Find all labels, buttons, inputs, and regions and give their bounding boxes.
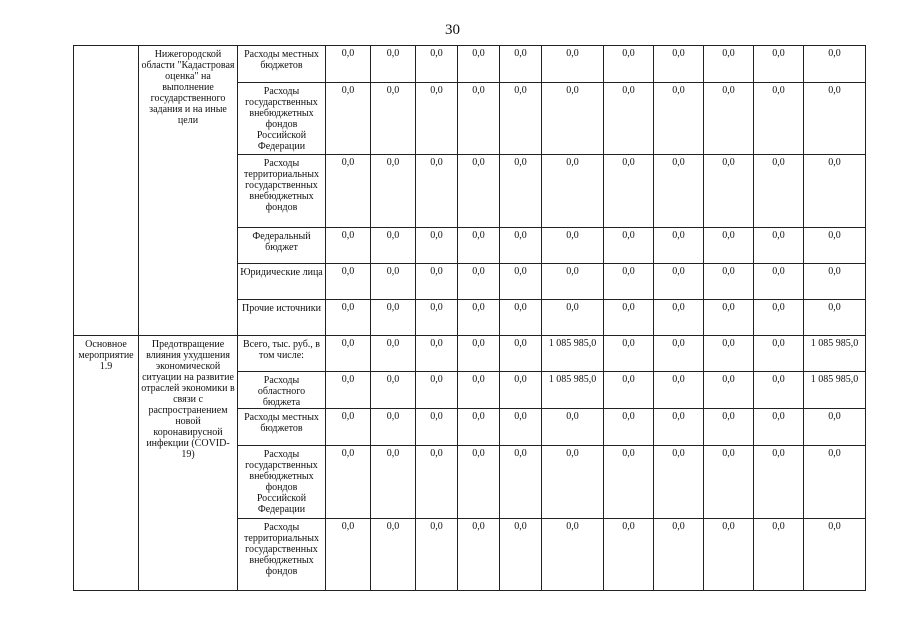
- value-cell: 0,0: [804, 409, 866, 446]
- measure-cell: [74, 46, 139, 336]
- value-cell: 0,0: [704, 372, 754, 409]
- value-cell: 0,0: [371, 519, 416, 591]
- value-cell: 0,0: [458, 83, 500, 155]
- value-cell: 0,0: [542, 83, 604, 155]
- value-cell: 0,0: [416, 46, 458, 83]
- table-row: [74, 336, 866, 372]
- value-cell: 0,0: [604, 446, 654, 519]
- value-cell: 0,0: [754, 228, 804, 264]
- value-cell: 0,0: [326, 155, 371, 228]
- value-cell: 0,0: [500, 519, 542, 591]
- value-cell: 0,0: [704, 336, 754, 372]
- value-cell: 0,0: [326, 300, 371, 336]
- value-cell: 0,0: [416, 446, 458, 519]
- value-cell: 0,0: [458, 46, 500, 83]
- value-cell: 0,0: [371, 300, 416, 336]
- value-cell: 0,0: [458, 155, 500, 228]
- value-cell: 0,0: [754, 519, 804, 591]
- value-cell: 0,0: [326, 446, 371, 519]
- value-cell: 0,0: [371, 336, 416, 372]
- funding-source-cell: Расходы местных бюджетов: [238, 409, 326, 446]
- value-cell: 0,0: [371, 46, 416, 83]
- value-cell: 0,0: [416, 155, 458, 228]
- subject-cell: Нижегородской области "Кадастровая оценка" на выполнение государственного задания и на иные цели: [139, 46, 238, 336]
- value-cell: 0,0: [604, 519, 654, 591]
- value-cell: 0,0: [326, 46, 371, 83]
- value-cell: 0,0: [654, 228, 704, 264]
- value-cell: 0,0: [654, 300, 704, 336]
- value-cell: 0,0: [604, 409, 654, 446]
- value-cell: 0,0: [654, 336, 704, 372]
- value-cell: 0,0: [542, 446, 604, 519]
- funding-source-cell: Прочие источники: [238, 300, 326, 336]
- value-cell: 0,0: [604, 336, 654, 372]
- funding-source-cell: Расходы территориальных государственных внебюджетных фондов: [238, 155, 326, 228]
- value-cell: 0,0: [416, 372, 458, 409]
- value-cell: 0,0: [754, 264, 804, 300]
- value-cell: 0,0: [542, 228, 604, 264]
- funding-source-cell: Расходы территориальных государственных внебюджетных фондов: [238, 519, 326, 591]
- value-cell: 0,0: [754, 155, 804, 228]
- value-cell: 0,0: [804, 519, 866, 591]
- value-cell: 0,0: [371, 446, 416, 519]
- value-cell: 0,0: [654, 372, 704, 409]
- value-cell: 0,0: [704, 228, 754, 264]
- value-cell: 0,0: [654, 46, 704, 83]
- value-cell: 0,0: [371, 409, 416, 446]
- value-cell: 0,0: [804, 446, 866, 519]
- value-cell: 0,0: [458, 264, 500, 300]
- value-cell: 0,0: [754, 83, 804, 155]
- value-cell: 0,0: [500, 228, 542, 264]
- value-cell: 0,0: [604, 300, 654, 336]
- value-cell: 0,0: [542, 519, 604, 591]
- value-cell: 0,0: [704, 300, 754, 336]
- funding-source-cell: Всего, тыс. руб., в том числе:: [238, 336, 326, 372]
- measure-cell: Основное мероприятие 1.9: [74, 336, 139, 591]
- funding-source-cell: Юридические лица: [238, 264, 326, 300]
- value-cell: 1 085 985,0: [804, 372, 866, 409]
- value-cell: 0,0: [804, 264, 866, 300]
- value-cell: 0,0: [416, 83, 458, 155]
- value-cell: 1 085 985,0: [542, 372, 604, 409]
- value-cell: 0,0: [500, 264, 542, 300]
- value-cell: 0,0: [704, 446, 754, 519]
- value-cell: 0,0: [326, 372, 371, 409]
- value-cell: 0,0: [458, 372, 500, 409]
- value-cell: 0,0: [416, 336, 458, 372]
- value-cell: 0,0: [704, 83, 754, 155]
- value-cell: 0,0: [604, 46, 654, 83]
- value-cell: 0,0: [500, 446, 542, 519]
- value-cell: 0,0: [458, 519, 500, 591]
- value-cell: 0,0: [704, 155, 754, 228]
- value-cell: 0,0: [804, 46, 866, 83]
- table-row: [74, 46, 866, 83]
- value-cell: 0,0: [704, 409, 754, 446]
- value-cell: 0,0: [500, 336, 542, 372]
- value-cell: 0,0: [654, 264, 704, 300]
- value-cell: 0,0: [326, 228, 371, 264]
- value-cell: 0,0: [371, 372, 416, 409]
- value-cell: 0,0: [416, 519, 458, 591]
- value-cell: 1 085 985,0: [542, 336, 604, 372]
- funding-source-cell: Расходы областного бюджета: [238, 372, 326, 409]
- value-cell: 0,0: [326, 83, 371, 155]
- value-cell: 0,0: [754, 372, 804, 409]
- value-cell: 0,0: [416, 409, 458, 446]
- value-cell: 0,0: [326, 336, 371, 372]
- value-cell: 0,0: [371, 264, 416, 300]
- value-cell: 0,0: [326, 264, 371, 300]
- value-cell: 0,0: [604, 372, 654, 409]
- value-cell: 0,0: [371, 155, 416, 228]
- value-cell: 0,0: [500, 155, 542, 228]
- value-cell: 0,0: [754, 46, 804, 83]
- value-cell: 0,0: [500, 409, 542, 446]
- value-cell: 0,0: [804, 228, 866, 264]
- value-cell: 0,0: [371, 228, 416, 264]
- value-cell: 0,0: [416, 264, 458, 300]
- value-cell: 0,0: [542, 155, 604, 228]
- value-cell: 0,0: [500, 83, 542, 155]
- value-cell: 0,0: [604, 155, 654, 228]
- value-cell: 0,0: [804, 83, 866, 155]
- value-cell: 0,0: [458, 300, 500, 336]
- subject-cell: Предотвращение влияния ухудшения экономической ситуации на развитие отраслей экономики в связи с распространением новой коронавирусной инфекции (COVID-19): [139, 336, 238, 591]
- table-body: [74, 46, 866, 591]
- funding-source-cell: Расходы местных бюджетов: [238, 46, 326, 83]
- value-cell: 0,0: [704, 46, 754, 83]
- budget-table: [73, 45, 866, 591]
- value-cell: 0,0: [500, 46, 542, 83]
- value-cell: 0,0: [654, 83, 704, 155]
- value-cell: 0,0: [458, 228, 500, 264]
- value-cell: 0,0: [604, 264, 654, 300]
- value-cell: 0,0: [326, 519, 371, 591]
- value-cell: 0,0: [458, 409, 500, 446]
- value-cell: 0,0: [542, 409, 604, 446]
- value-cell: 0,0: [654, 519, 704, 591]
- funding-source-cell: Расходы государственных внебюджетных фондов Российской Федерации: [238, 83, 326, 155]
- value-cell: 0,0: [542, 300, 604, 336]
- value-cell: 1 085 985,0: [804, 336, 866, 372]
- value-cell: 0,0: [542, 264, 604, 300]
- value-cell: 0,0: [804, 155, 866, 228]
- value-cell: 0,0: [654, 155, 704, 228]
- value-cell: 0,0: [604, 83, 654, 155]
- value-cell: 0,0: [416, 300, 458, 336]
- value-cell: 0,0: [416, 228, 458, 264]
- value-cell: 0,0: [500, 300, 542, 336]
- value-cell: 0,0: [371, 83, 416, 155]
- value-cell: 0,0: [804, 300, 866, 336]
- value-cell: 0,0: [458, 336, 500, 372]
- value-cell: 0,0: [704, 519, 754, 591]
- value-cell: 0,0: [754, 300, 804, 336]
- value-cell: 0,0: [654, 409, 704, 446]
- value-cell: 0,0: [754, 409, 804, 446]
- value-cell: 0,0: [500, 372, 542, 409]
- value-cell: 0,0: [654, 446, 704, 519]
- value-cell: 0,0: [542, 46, 604, 83]
- value-cell: 0,0: [754, 336, 804, 372]
- funding-source-cell: Федеральный бюджет: [238, 228, 326, 264]
- value-cell: 0,0: [704, 264, 754, 300]
- value-cell: 0,0: [326, 409, 371, 446]
- page-number: 30: [445, 22, 460, 38]
- value-cell: 0,0: [754, 446, 804, 519]
- value-cell: 0,0: [604, 228, 654, 264]
- funding-source-cell: Расходы государственных внебюджетных фондов Российской Федерации: [238, 446, 326, 519]
- value-cell: 0,0: [458, 446, 500, 519]
